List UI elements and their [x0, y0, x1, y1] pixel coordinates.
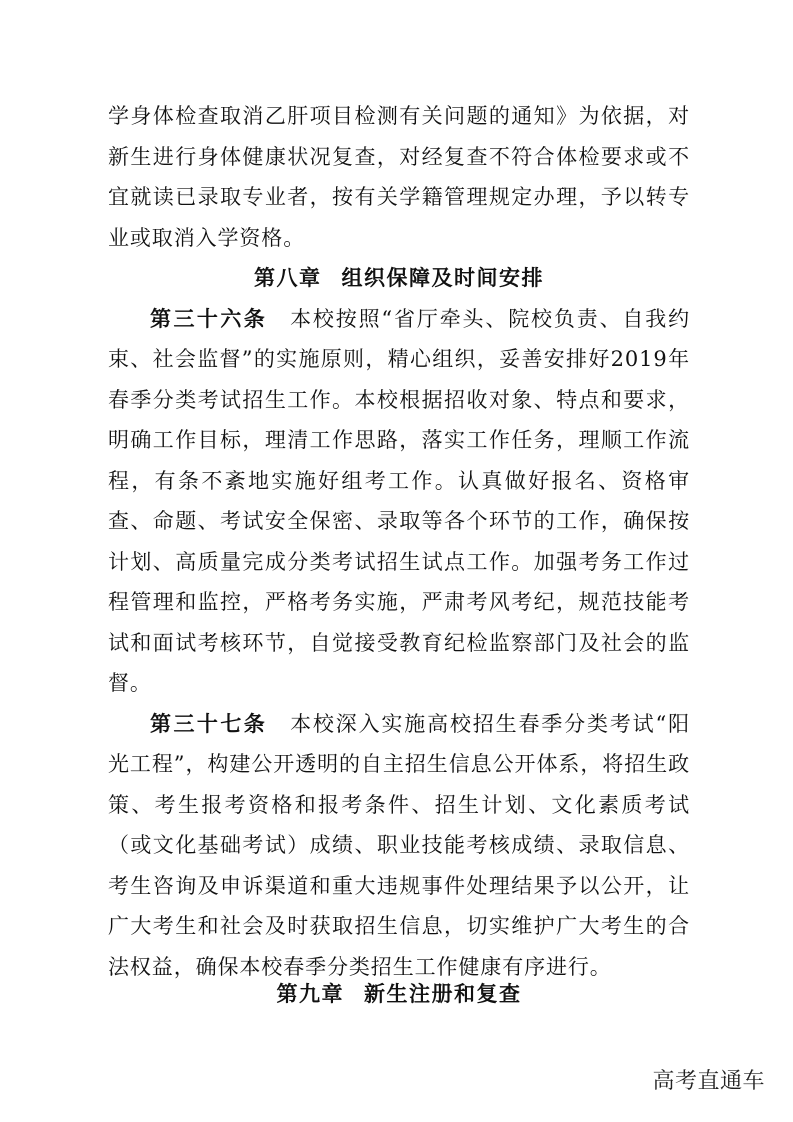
article-36-text: 本校按照“省厅牵头、院校负责、自我约束、社会监督”的实施原则，精心组织，妥善安排好2019年春季分类考试招生工作。本校根据招收对象、特点和要求，明确工作目标，理清工作思路，落实工作任务，理顺工作流程，有条不紊地实施好组考工作。认真做好报名、资格审查、命题、考试安全保密、录取等各个环节的工作，确保按计划、高质量完成分类考试招生试点工作。加强考务工作过程管理和监控，严格考务实施，严肃考风考纪，规范技能考试和面试考核环节，自觉接受教育纪检监察部门及社会的监督。 — [108, 306, 691, 695]
chapter-8-number: 第八章 — [254, 266, 322, 290]
article-37-text: 本校深入实施高校招生春季分类考试“阳光工程”，构建公开透明的自主招生信息公开体系，将招生政策、考生报考资格和报考条件、招生计划、文化素质考试（或文化基础考试）成绩、职业技能考核成绩、录取信息、考生咨询及申诉渠道和重大违规事件处理结果予以公开，让广大考生和社会及时获取招生信息，切实维护广大考生的合法权益，确保本校春季分类招生工作健康有序进行。 — [108, 711, 691, 979]
intro-paragraph: 学身体检查取消乙肝项目检测有关问题的通知》为依据，对新生进行身体健康状况复查，对经复查不符合体检要求或不宜就读已录取专业者，按有关学籍管理规定办理，予以转专业或取消入学资格。 — [108, 104, 690, 250]
watermark: 高考直通车 — [652, 1069, 765, 1094]
chapter-9-heading — [108, 974, 690, 1015]
chapter-8-heading — [108, 258, 690, 299]
article-37-paragraph — [108, 704, 690, 988]
article-36-paragraph — [108, 299, 690, 704]
chapter-9-title: 新生注册和复查 — [364, 982, 522, 1006]
chapter-9-number: 第九章 — [276, 982, 344, 1006]
chapter-8-title: 组织保障及时间安排 — [341, 266, 544, 290]
article-37-label: 第三十七条 — [150, 711, 268, 736]
document-body — [108, 96, 690, 987]
article-36-label: 第三十六条 — [150, 306, 268, 331]
